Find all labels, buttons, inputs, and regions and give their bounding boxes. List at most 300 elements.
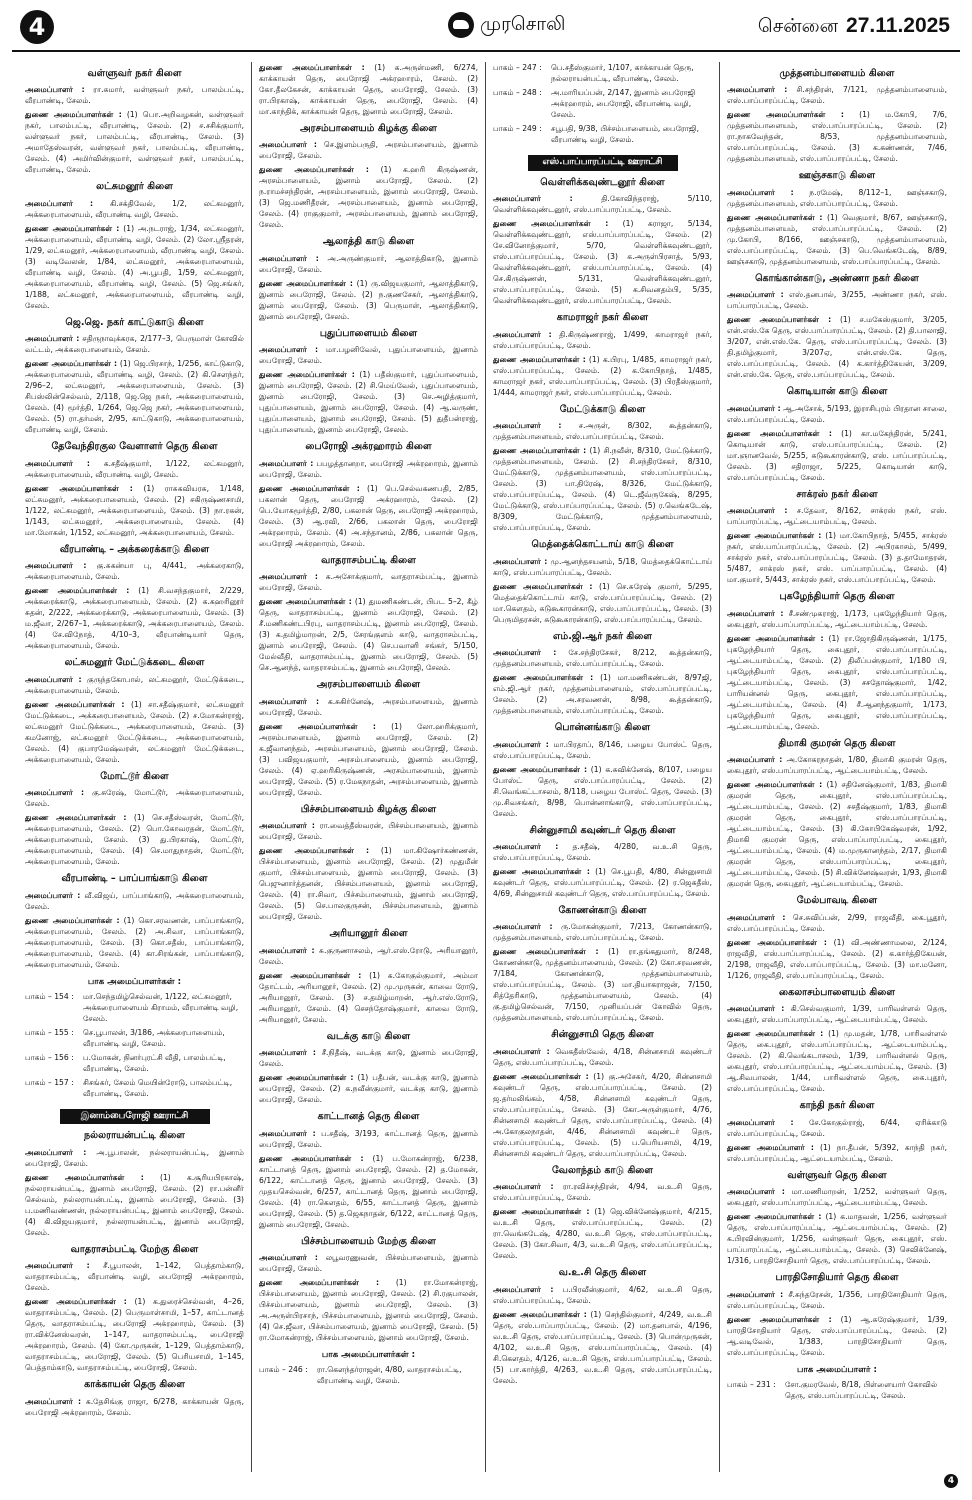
appointment-entry	[493, 841, 712, 863]
booth-label: பாகம் – 157 :	[25, 1077, 74, 1087]
entry-text: (1) செந்தில்குமார், 4/249, வ.உ.சி தெரு, எஸ்.பாப்பாரப்பட்டி, சேலம். (2) மா.தனபால், 4/196, வ.உ.சி தெரு, எஸ்.பாப்பாரப்பட்டி, சேலம். (3) பொன்முருகன், 4/102, வ.உ.சி தெரு, எஸ்.பாப்பாரப்பட்டி, சேலம். (4) சி.கௌதம், 4/126, வ.உ.சி தெரு, எஸ்.பாப்பாரப்பட்டி, சேலம். (5) பா.கார்த்தி, 4/263, வ.உ.சி தெரு, எஸ்.பாப்பாரப்பட்டி, சேலம்.	[493, 1309, 712, 1385]
branch-title: அரசம்பாளையம் கிழக்கு கிளை	[300, 123, 437, 134]
role-label: துணை அமைப்பாளர்கள் :	[259, 483, 360, 493]
appointment-entry	[25, 1296, 244, 1373]
role-label: துணை அமைப்பாளர்கள் :	[493, 1071, 589, 1081]
appointment-entry	[727, 1003, 947, 1025]
role-label: அமைப்பாளர் :	[259, 1253, 318, 1263]
subsection-heading: பாக அமைப்பாளர்கள் :	[87, 976, 182, 987]
booth-detail: அ.மாரியப்பன், 2/147, இனாம் பைரோஜி அக்ரஹாரம், பைரோஜி, வீரபாண்டி வழி, சேலம்.	[551, 88, 696, 119]
branch-title: காந்தி நகர் கிளை	[799, 1100, 875, 1112]
entry-text: (1) க.பிரபு, 1/485, காமராஜர் நகர், எஸ்.பாப்பாரப்பட்டி, சேலம். (2) க.கோபிநாத், 1/485, காமராஜர் நகர், எஸ்.பாப்பாரப்பட்டி, சேலம். (3) பிரதீஸ்குமார், 1/444, காமராஜர் நகர், எஸ்.பாப்பாரப்பட்டி, சேலம்.	[493, 354, 712, 397]
entry-text: த.சதீஷ், 4/280, வ.உ.சி தெரு, எஸ்.பாப்பாரப்பட்டி, சேலம்.	[493, 841, 712, 862]
footer-page-number: 4	[944, 1474, 958, 1488]
entry-text: (1) பெ.செல்வகணபதி, 2/85, பகலான் தெரு, பைரோஜி அக்ரஹாரம், சேலம். (2) பெ.யோகமூர்த்தி, 2/80, பகலான் தெரு, பைரோஜி அக்ரஹாரம், சேலம். (3) ஆ.ரவி, 2/66, பகலான் தெரு, பைரோஜி அக்ரஹாரம், சேலம். (4) அ.சந்தானம், 2/86, பகலான் தெரு, பைரோஜி அக்ரஹாரம், சேலம்.	[259, 483, 479, 548]
role-label: அமைப்பாளர் :	[727, 1187, 785, 1197]
appointment-entry	[493, 672, 712, 716]
appointment-entry	[727, 633, 947, 732]
branch-title: காமராஜர் நகர் கிளை	[556, 312, 649, 324]
entry-text: (1) க.ஹரி கிருஷ்ணன், அரசம்பாளையம், இனாம் பைரோஜி, சேலம். (2) ந.ராமச்சந்திரன், அரசம்பாளையம், இனாம் பைரோஜி, சேலம். (3) ஜெ.மணிதீரன், அரசம்பாளையம், இனாம் பைரோஜி, சேலம். (4) ராகுகுமார், அரசம்பாளையம், இனாம் பைரோஜி, சேலம்.	[259, 165, 478, 230]
role-label: அமைப்பாளர் :	[259, 140, 317, 150]
entry-text: (1) பதீபன், வடக்கு காடு, இனாம் பைரோஜி, சேலம். (2) க.நவீன்குமார், வடக்கு காடு, இனாம் பைரோஜி, சேலம்.	[259, 1073, 478, 1105]
booth-label: பாகம் – 154 :	[25, 991, 74, 1001]
dateline	[758, 14, 950, 40]
branch-title: கைலாசம்பாளையம் கிளை	[779, 986, 895, 998]
entry-text: லபூவரணுவன், பிச்சம்பாளையம், இனாம் பைரோஜி, சேலம்.	[259, 1253, 478, 1274]
role-label: துணை அமைப்பாளர்கள் :	[493, 1207, 590, 1217]
appointment-entry	[727, 1289, 947, 1311]
appointment-entry	[25, 1147, 244, 1169]
booth-entry	[493, 62, 712, 84]
appointment-entry	[493, 1046, 712, 1068]
appointment-entry	[727, 754, 947, 776]
role-label: அமைப்பாளர் :	[493, 421, 562, 431]
entry-text: சீ.பூபாலன், 1–142, பெத்தாம்காடு, வாதராசம்பட்டி, வீரபாண்டி வழி, பைரோஜி அக்ரஹாரம், சேலம்.	[25, 1261, 244, 1293]
entry-text: க.அசோக்குமார், வாதராசம்பட்டி, இனாம் பைரோஜி, சேலம்.	[259, 572, 478, 593]
entry-text: (1) மா.மணிகண்டன், 8/97ஜி, எம்.ஜி.ஆர் நகர், முத்தனம்பாளையம், எஸ்.பாப்பாரப்பட்டி, சேலம். (2) அ.சரவணன், 8/98, கூத்தன்காடு, முத்தனம்பாளையம், எஸ்.பாப்பாரப்பட்டி, சேலம்.	[493, 673, 712, 716]
elephant-logo-icon	[448, 12, 474, 38]
appointment-entry	[493, 581, 712, 625]
role-label: துணை அமைப்பாளர்கள் :	[259, 63, 365, 72]
role-label: துணை அமைப்பாளர்கள் :	[259, 846, 370, 856]
entry-text: அ.அருண்குமார், ஆலாத்திகாடு, இனாம் பைரோஜி, சேலம்.	[259, 253, 478, 274]
booth-detail: சிசங்கர், சேலம் மெயின்ரோடு, பாலம்பட்டி, வீரபாண்டி, சேலம்.	[83, 1077, 233, 1098]
role-label: அமைப்பாளர் :	[259, 572, 318, 582]
entry-text: மா.பிரதாப், 8/146, பழைய போஸ்ட் தெரு, எஸ்.பாப்பாரப்பட்டி, சேலம்.	[493, 739, 712, 760]
branch-title: காட்டானத் தெரு கிளை	[317, 1111, 420, 1123]
appointment-entry	[259, 845, 478, 922]
appointment-entry	[259, 62, 478, 117]
appointment-entry	[493, 866, 712, 899]
entry-text: (1) க.அருள்மணி, 6/274, காக்காயன் தெரு, பைரோஜி அக்ரஹாரம், சேலம். (2) கோ.தீலகேசன், காக்காயன் தெரு, பைரோஜி, சேலம். (3) ரா.பிரகாஷ், காக்காயன் தெரு, பைரோஜி, சேலம். (4) மா.காந்திக், காக்காயன் தெரு, இனாம் பைரோஜி, சேலம்.	[259, 63, 478, 116]
appointment-entry	[259, 369, 478, 435]
role-label: அமைப்பாளர் :	[259, 345, 319, 355]
branch-title: சாக்ரஸ் நகர் கிளை	[796, 488, 878, 500]
appointment-entry	[727, 1211, 947, 1266]
entry-text: (1) கு.அசேகர், 4/20, சின்னசாமி கவுண்டர் தெரு, எஸ்.பாப்பாரப்பட்டி, சேலம். (2) ஜ.தர்மலிங்கம், 4/58, சின்னசாமி கவுண்டர் தெரு, எஸ்.பாப்பாரப்பட்டி, சேலம். (3) கோ.அருள்குமார், 4/76, சின்னசாமி கவுண்டர் தெரு, எஸ்.பாப்பாரப்பட்டி, சேலம். (4) அ.கோகுலநாதன், 4/46, சின்னசாமி கவுண்டர் தெரு, எஸ்.பாப்பாரப்பட்டி, சேலம். (5) ப.பெரியசாமி, 4/19, சின்னசாமி கவுண்டர் தெரு, எஸ்.பாப்பாரப்பட்டி, சேலம்.	[493, 1071, 713, 1158]
entry-text: ந.ரமேஷ், 8/112–1, ஊஞ்சகாடு, முத்தனம்பாளையம், எஸ்.பாப்பாரப்பட்டி, சேலம்.	[727, 187, 947, 208]
entry-text: தி.கோவிந்தராஜ், 5/110, வெள்ளிக்கவுண்டனூர், எஸ்.பாப்பாரப்பட்டி, சேலம்.	[493, 194, 712, 215]
appointment-entry	[727, 109, 947, 164]
appointment-entry	[259, 483, 478, 549]
branch-title: கொடியான் காடு கிளை	[786, 386, 888, 398]
entry-text: செ.இளம்பருதி, அரசம்பாளையம், இனாம் பைரோஜி, சேலம்.	[259, 140, 478, 161]
role-label: அமைப்பாளர் :	[727, 912, 786, 922]
appointment-entry	[25, 890, 244, 912]
role-label: அமைப்பாளர் :	[493, 1046, 550, 1056]
column-3	[486, 62, 720, 1472]
appointment-entry	[25, 109, 244, 175]
role-label: துணை அமைப்பாளர்கள் :	[493, 219, 609, 229]
branch-title: காக்காயன் தெரு கிளை	[84, 1379, 185, 1391]
role-label: துணை அமைப்பாளர்கள் :	[727, 110, 844, 120]
appointment-entry	[25, 699, 244, 765]
booth-entry	[493, 123, 712, 145]
appointment-entry	[493, 946, 712, 1023]
role-label: துணை அமைப்பாளர்கள் :	[727, 1212, 822, 1222]
booth-detail: செ.பூபாலன், 3/186, அக்கரைபாளையம், வீரபாண்டி வழி, சேலம்.	[83, 1027, 225, 1048]
appointment-entry	[259, 139, 478, 161]
appointment-entry	[259, 458, 478, 480]
branch-title: கொங்கான்காடு, அண்ணா நகர் கிளை	[755, 272, 919, 284]
role-label: அமைப்பாளர் :	[727, 1117, 794, 1127]
entry-text: (1) கராஜா, 5/134, வெள்ளிக்கவுண்டனூர், எஸ்.பாப்பாரப்பட்டி, சேலம். (2) சே.வினோத்குமார், 5/70, வெள்ளிக்கவுண்டனூர், எஸ்.பாப்பாரப்பட்டி, சேலம். (3) க.அருள்பிரசாத், 5/93, வெள்ளிக்கவுண்டனூர், எஸ்.பாப்பாரப்பட்டி, சேலம். (4) செ.கிருஷ்ணன், 5/131, வெள்ளிக்கவுண்டனூர், எஸ்.பாப்பாரப்பட்டி, சேலம். (5) க.சிவனதம்பி, 5/35, வெள்ளிக்கவுண்டனூர், எஸ்.பாப்பாரப்பட்டி, சேலம்.	[493, 219, 713, 306]
entry-text: ச.தேவா, 8/162, சாக்ரஸ் நகர், எஸ். பாப்பாரப்பட்டி, ஆட்டையாம்பட்டி, சேலம்.	[727, 506, 947, 527]
branch-title: லட்சுமனூர் கிளை	[96, 181, 173, 193]
booth-label: பாகம் – 231 :	[727, 1379, 776, 1389]
appointment-entry	[727, 505, 947, 527]
entry-text: (1) செ.சுரேஷ் குமார், 5/295, மெத்தைக்கொட்டாய் காடு, எஸ்.பாப்பாரப்பட்டி, சேலம். (2) மா.கௌதம், சுடுகூகாரன்காடு, எஸ்.பாப்பாரப்பட்டி, சேலம். (3) பெருமிதரசன், சுடுகூகாரன்காடு, எஸ்.பாப்பாரப்பட்டி, சேலம்.	[493, 581, 713, 624]
entry-text: வீ.விஜய், பாப்பாங்காடு, அக்கரைபாளையம், சேலம்.	[25, 890, 244, 911]
masthead	[12, 8, 960, 52]
entry-text: (1) ரா.ஜோதிகிருஷ்ணன், 1/175, புகழேந்தியார் தெரு, கைபுதூர், எஸ்.பாப்பாரப்பட்டி, ஆட்டையாம்பட்டி, சேலம். (2) திலீப்பன்குமார், 1/180 பி, புகழேந்தியார் தெரு, கைபுதூர், எஸ்.பாப்பாரப்பட்டி, ஆட்டையாம்பட்டி, சேலம். (3) சசதோஷ்குமார், 1/42, பாரியன்னல் தெரு, கைபுதூர், எஸ்.பாப்பாரப்பட்டி, ஆட்டையாம்பட்டி, சேலம். (4) சீ.ஆனந்தகுமார், 1/173, புகழேந்தியார் தெரு, கைபுதூர், எஸ்.பாப்பாரப்பட்டி, ஆட்டையாம்பட்டி, சேலம்.	[727, 633, 948, 731]
entry-text: கி.சக்திவேல், 1/2, லட்சுமனூர், அக்கரைபாளையம், வீரபாண்டி வழி, சேலம்.	[25, 198, 244, 219]
branch-title: முத்தனம்பாளையம் கிளை	[779, 68, 895, 79]
appointment-entry	[493, 1309, 712, 1386]
role-label: அமைப்பாளர் :	[25, 334, 80, 344]
appointment-entry	[493, 921, 712, 943]
appointment-entry	[493, 739, 712, 761]
role-label: துணை அமைப்பாளர்கள் :	[25, 359, 118, 369]
entry-text: (1) கா.மகேந்திரன், 5/241, கொடியான் காடு, எஸ்.பாப்பாரப்பட்டி, சேலம். (2) மா.ஞானவேல், 5/255, சுடுகூகாரன்காடு, எஸ். பாப்பாரப்பட்டி, சேலம். (3) சதிராஜா, 5/225, கொடியான் காடு, எஸ்.பாப்பாரப்பட்டி, சேலம்.	[727, 428, 947, 482]
appointment-entry	[25, 585, 244, 651]
paper-logo	[448, 12, 566, 38]
entry-text: (1) மு.மதன், 1/78, பாரிவள்ளல் தெரு, கை.புதூர், எஸ்.பாப்பாரப்பட்டி, ஆட்டையாம்பட்டி, சேலம். (2) கி.வெங்கடாசலம், 1/39, பாரிவள்ளல் தெரு, கைபுதூர், எஸ்.பாப்பாரப்பட்டி, ஆட்டையாம்பட்டி, சேலம். (3) ஆ.சிவபாலன், 1/44, பாரிவள்ளல் தெரு, கை.புதூர், எஸ்.பாப்பாரப்பட்டி, சேலம்.	[727, 1029, 948, 1094]
role-label: அமைப்பாளர் :	[259, 1048, 316, 1058]
entry-text: (1) க.சூரியபிரகாஷ், நல்லராயன்பட்டி, இனாம் பைரோஜி, சேலம். (2) ரா.பன்னீர் செல்வம், நல்லராயன்பட்டி, இனாம் பைரோஜி, சேலம். (3) ப.மணிவண்ணன், நல்லராயன்பட்டி, இனாம் பைரோஜி, சேலம். (4) கி.விஜயகுமார், நல்லராயன்பட்டி, இனாம் பைரோஜி, சேலம்.	[25, 1172, 245, 1237]
branch-title: கோணன்காடு கிளை	[558, 904, 647, 916]
appointment-entry	[259, 945, 478, 967]
dateline-city: சென்னை	[757, 15, 839, 37]
role-label: துணை அமைப்பாளர்கள் :	[727, 315, 832, 325]
role-label: துணை அமைப்பாளர்கள் :	[493, 764, 588, 774]
page-number-badge: 4	[20, 10, 54, 44]
role-label: அமைப்பாளர் :	[727, 403, 781, 413]
booth-entry	[25, 1077, 244, 1099]
entry-text: (1) ஜெ.விக்னேஷ்குமார், 4/215, வ.உ.சி தெரு, எஸ்.பாப்பாரப்பட்டி, சேலம். (2) ரா.வெங்கடேஷ், 4/280, வ.உ.சி தெரு, எஸ்.பாப்பாரப்பட்டி, சேலம். (3) கோ.சிவா, 4/3, வ.உ.சி தெரு, எஸ்.பாப்பாரப்பட்டி, சேலம்.	[493, 1207, 713, 1261]
entry-text: (1) சி.வசந்தகுமார், 2/229, அக்கரைக்காடு, அக்கரைபாளையம், சேலம். (2) க.கஹரினூர் சுதன், 2/222, அக்கரைக்காடு, அக்கரைபாளையம், சேலம். (3) ம.ஜீவா, 2/267–1, அக்கரைக்காடு, அக்கரைபாளையம், சேலம். (4) சே.விநோத், 4/10–3, வீரபாண்டியார் தெரு, அக்கரைபாளையம், சேலம்.	[25, 586, 244, 651]
appointment-entry	[25, 198, 244, 220]
appointment-entry	[727, 403, 947, 425]
entry-text: சதிருநாவுக்கரசு, 2/177–3, பெருமாள் கோவில் வட்டம், அக்கரைபாளையம், சேலம்.	[25, 334, 244, 355]
appointment-entry	[493, 1071, 712, 1159]
appointment-entry	[259, 721, 478, 798]
role-label: அமைப்பாளர் :	[493, 739, 549, 749]
appointment-entry	[727, 428, 947, 483]
appointment-entry	[25, 333, 244, 355]
branch-title: அரியானூர் கிளை	[329, 928, 408, 940]
appointment-entry	[727, 608, 947, 630]
entry-text: (1) க.சுவிக்னேஷ், 8/107, பழைய போஸ்ட் தெரு, எஸ்.பாப்பாரப்பட்டி, சேலம். (2) சி.வெங்கட்டாசலம், 8/118, பழைய போஸ்ட் தெரு, சேலம். (3) மு.சிவசங்கர், 8/98, பொன்னாங்காடு, எஸ்.பாப்பாரப்பட்டி, சேலம்.	[493, 764, 712, 818]
role-label: அமைப்பாளர் :	[25, 458, 90, 468]
role-label: அமைப்பாளர் :	[25, 1261, 90, 1271]
branch-title: மோட்டூர் கிளை	[100, 770, 169, 782]
role-label: துணை அமைப்பாளர்கள் :	[493, 947, 599, 957]
appointment-entry	[259, 253, 478, 275]
entry-text: சீ.சண்முகராஜ், 1/173, புகழேந்தியார் தெரு, கைபுதூர், எஸ்.பாப்பாரப்பட்டி, ஆட்டையாம்பட்டி, சேலம்.	[727, 608, 947, 629]
entry-text: (1) துமணிகண்டன், பிபட 5–2, கீழ் தெரு, வாதராசம்பட்டி, இனாம் பைரோஜி, சேலம். (2) சீ.மணிகண்டபிரபு, வாதராசம்பட்டி, இனாம் பைரோஜி, சேலம். (3) க.தமிழ்மாறன், 2/5, சேரங்குளம் காடு, வாதராசம்பட்டி, இனாம் பைரோஜி, சேலம். (4) செ.பவானி சங்கர், 5/150, மேல்வீதி, வாதராசம்பட்டி, இனாம் பைரோஜி, சேலம். (5) செ.ஆனந்த், வாதராசம்பட்டி, இனாம் பைரோஜி, சேலம்.	[259, 597, 478, 673]
role-label: துணை அமைப்பாளர்கள் :	[25, 915, 120, 925]
appointment-entry	[25, 483, 244, 538]
role-label: அமைப்பாளர் :	[25, 890, 81, 900]
branch-title: எம்.ஜி.ஆர் நகர் கிளை	[553, 630, 652, 642]
branch-title: வாதராசம்பட்டி கிளை	[321, 554, 416, 566]
appointment-entry	[727, 779, 947, 889]
appointment-entry	[259, 820, 478, 842]
appointment-entry	[25, 458, 244, 480]
entry-text: (1) சா.சதீஷ்குமார், லட்சுமனூர் மேட்டுக்கடை, அக்கரைபாளையம், சேலம். (2) ச.மோகன்ராஜ், லட்சுமனூர் மேட்டுக்கடை, அக்கரைபாளையம், சேலம். (3) கமனோஜ், லட்சுமனூர் மேட்டுக்கடை, அக்கரைபாளையம், சேலம். (4) குபாரமேஷ்வரன், லட்சுமனூர் மேட்டுக்கடை, அக்கரைபாளையம், சேலம்.	[25, 699, 244, 764]
role-label: துணை அமைப்பாளர்கள் :	[259, 370, 355, 380]
role-label: துணை அமைப்பாளர்கள் :	[259, 165, 369, 175]
booth-entry	[727, 1379, 947, 1401]
appointment-entry	[727, 84, 947, 106]
branch-title: பாரதிசோதியார் தெரு கிளை	[775, 1272, 899, 1284]
branch-title: வ.உ.சி தெரு கிளை	[558, 1267, 647, 1279]
entry-text: அ.பூபாலன், நல்லராயன்பட்டி, இனாம் பைரோஜி, சேலம்.	[25, 1147, 244, 1168]
entry-text: க.தேசிங்கு ராஜா, 6/278, காக்காயன் தெரு, பைரோஜி அக்ரஹாரம், சேலம்.	[25, 1396, 244, 1417]
role-label: துணை அமைப்பாளர்கள் :	[493, 1309, 587, 1319]
subsection-heading: பாக அமைப்பாளர்கள் :	[321, 1350, 416, 1361]
role-label: துணை அமைப்பாளர்கள் :	[259, 970, 362, 980]
branch-title: மேல்பாவடி கிளை	[796, 895, 878, 907]
appointment-entry	[493, 1284, 712, 1306]
booth-label: பாகம் – 156 :	[25, 1052, 74, 1062]
booth-label: பாகம் – 155 :	[25, 1027, 74, 1037]
branch-title: மேட்டுக்காடு கிளை	[559, 403, 646, 415]
column-1	[18, 62, 252, 1472]
entry-text: (1) வெகுமார், 8/67, ஊஞ்சகாடு, முத்தனம்பாளையம், எஸ்.பாப்பாரப்பட்டி, சேலம். (2) மு.கோபி, 8/166, ஊஞ்சகாடு, முத்தனம்பாளையம், எஸ்.பாப்பாரப்பட்டி, சேலம். (3) பெ.வெங்கடேஷ், 8/89, ஊஞ்சகாடு, முத்தனம்பாளையம், எஸ்.பாப்பாரப்பட்டி, சேலம்.	[727, 212, 947, 266]
appointment-entry	[493, 445, 712, 533]
appointment-entry	[727, 314, 947, 380]
appointment-entry	[727, 187, 947, 209]
booth-label: பாகம் – 248 :	[493, 88, 542, 97]
entry-text: சு.குருணாசலம், ஆர்.எஸ்.ரோடு, அரியானூர், சேலம்.	[259, 945, 478, 966]
branch-title: வெள்ளிக்கவுண்டனூர் கிளை	[540, 176, 665, 188]
appointment-entry	[493, 193, 712, 215]
appointment-entry	[259, 1153, 478, 1230]
entry-text: (1) க.மாதவன், 1/256, வள்ளுவர் தெரு, எஸ்.பாப்பாரப்பட்டி, ஆட்டையாம்பட்டி, சேலம். (2) க.பிரவின்குமார், 1/256, வள்ளுவர் தெரு, கைபுதூர், எஸ். பாப்பாரப்பட்டி, ஆட்டையாம்பட்டி, சேலம். (3) செவிக்னேஷ், 1/316, பாரதிசோதியார் தெரு, எஸ்.பாப்பாரப்பட்டி, சேலம்.	[727, 1212, 948, 1266]
appointment-entry	[727, 212, 947, 267]
appointment-entry	[727, 289, 947, 311]
entry-text: தி.கிருஷ்ணராஜ், 1/499, காமராஜர் நகர், எஸ்.பாப்பாரப்பட்டி, சேலம்.	[493, 329, 712, 350]
booth-detail: சபூபதி, 9/38, பிச்சம்பாளையம், பைரோஜி, வீரபாண்டி வழி, சேலம்.	[551, 124, 700, 144]
appointment-entry	[259, 1072, 478, 1105]
appointment-entry	[259, 596, 478, 673]
role-label: அமைப்பாளர் :	[259, 1128, 316, 1138]
appointment-entry	[259, 1128, 478, 1150]
entry-text: (1) ப.மோகன்ராஜ், 6/238, காட்டானத் தெரு, இனாம் பைரோஜி, சேலம். (2) த.மோகன், 6/122, காட்டானத் தெரு, இனாம் பைரோஜி, சேலம். (3) முதயசெல்வன், 6/257, காட்டானத் தெரு, இனாம் பைரோஜி, சேலம். (4) ரா.கௌதம், 6/55, காட்டானத் தெரு, இனாம் பைரோஜி, சேலம். (5) த.ஜெகநாதன், 6/122, காட்டானத் தெரு, இனாம் பைரோஜி, சேலம்.	[259, 1153, 478, 1229]
role-label: துணை அமைப்பாளர்கள் :	[25, 223, 120, 233]
role-label: துணை அமைப்பாளர்கள் :	[493, 866, 590, 876]
booth-entry	[25, 1027, 244, 1049]
entry-text: பபழத்தானறா, பைரோஜி அக்ரஹாரம், இனாம் பைரோஜி, சேலம்.	[259, 458, 478, 479]
role-label: அமைப்பாளர் :	[25, 1396, 81, 1406]
entry-text: (1) அ.நடராஜ், 1/34, லட்சுமனூர், அக்கரைபாளையம், வீரபாண்டி வழி, சேலம். (2) லோ.ஸ்ரீதரன், 1/29, லட்சுமனூர், அக்கரைபாளையம், வீரபாண்டி வழி, சேலம். (3) வடிவேலன், 1/84, லட்சுமனூர், அக்கரைபாளையம், வீரபாண்டி வழி, சேலம். (4) அ.பூபதி, 1/59, லட்சுமனூர், அக்கரைபாளையம், வீரபாண்டி வழி, சேலம். (5) ஜெ.சங்கர், 1/188, லட்சுமனூர், அக்கரைபாளையம், வீரபாண்டி வழி, சேலம்.	[25, 223, 245, 310]
entry-text: அ.கோகரநாதன், 1/80, திமாகி குமரன் தெரு, கைபுதூர், எஸ்.பாப்பாரப்பட்டி, ஆட்டையாம்பட்டி, சேலம்.	[727, 755, 947, 776]
entry-text: (1) க.துரைச்செல்வன், 4–26, வாதராசம்பட்டி, சேலம். (2) பெருமாள்சாமி, 1–57, காட்டானத் தெரு, வாதராசம்பட்டி, பைரோஜி அக்ரஹாரம், சேலம். (3) ரா.விக்னேஸ்வரன், 1–147, வாதராசம்பட்டி, பைரோஜி அக்ரஹாரம், சேலம். (4) கோ.முருகன், 1–129, பெத்தாம்காடு, வாதராசம்பட்டி, பைரோஜி, சேலம். (5) பெரியசாமி, 1–145, பெத்தாம்காடு, வாதராசம்பட்டி, பைரோஜி, சேலம்.	[25, 1297, 244, 1373]
branch-title: லட்சுமனூர் மேட்டுக்கடை கிளை	[64, 657, 205, 669]
role-label: அமைப்பாளர் :	[493, 556, 548, 566]
branch-title: சின்னுசாமி தெரு கிளை	[551, 1029, 654, 1041]
branch-title: ஜெ.ஜெ. நகர் காட்டுகாடு கிளை	[65, 316, 204, 328]
appointment-entry	[493, 556, 712, 578]
branch-title: பைரோஜி அக்ரஹாரம் கிளை	[305, 441, 432, 453]
role-label: துணை அமைப்பாளர்கள் :	[25, 1172, 144, 1182]
role-label: துணை அமைப்பாளர்கள் :	[493, 354, 586, 364]
entry-text: கு.சுரேஷ், மோட்டூர், அக்கரைபாளையம், சேலம்.	[25, 788, 244, 809]
role-label: அமைப்பாளர் :	[25, 85, 85, 95]
role-label: துணை அமைப்பாளர்கள் :	[727, 531, 822, 541]
appointment-entry	[25, 1172, 244, 1238]
role-label: துணை அமைப்பாளர்கள் :	[727, 937, 827, 947]
entry-text: ரா.ரவிச்சந்திரன், 4/94, வ.உ.சி தெரு, எஸ்.பாப்பாரப்பட்டி, சேலம்.	[493, 1182, 712, 1203]
appointment-entry	[727, 1117, 947, 1139]
entry-text: ப.சதீஷ், 3/193, காட்டானத் தெரு, இனாம் பைரோஜி, சேலம்.	[259, 1128, 478, 1149]
role-label: அமைப்பாளர் :	[493, 648, 557, 658]
entry-text: சே.கோகுல்ராஜ், 6/44, ஏரிக்காடு எஸ்.பாப்பாரப்பட்டி, சேலம்.	[727, 1117, 947, 1138]
role-label: அமைப்பாளர் :	[493, 194, 573, 204]
role-label: அமைப்பாளர் :	[727, 755, 783, 765]
entry-text: சி.சந்திரன், 7/121, முத்தனம்பாளையம், எஸ்.பாப்பாரப்பட்டி, சேலம்.	[727, 85, 947, 106]
role-label: அமைப்பாளர் :	[493, 1284, 554, 1294]
appointment-entry	[493, 647, 712, 669]
branch-title: நல்லராயன்பட்டி கிளை	[84, 1130, 185, 1142]
role-label: துணை அமைப்பாளர்கள் :	[493, 673, 594, 683]
booth-label: பாகம் – 246 :	[259, 1365, 308, 1375]
role-label: அமைப்பாளர் :	[259, 821, 315, 831]
role-label: துணை அமைப்பாளர்கள் :	[727, 428, 832, 438]
entry-text: (1) க.கோகுல்குமார், அம்மா தோட்டம், அரியானூர், சேலம். (2) மு.முருகன், காவை ரோடு, அரியானூர், சேலம். (3) ச.தமிழ்மாறன், ஆர்.எஸ்.ரோடு, அரியானூர், சேலம். (4) செசந்தோஷ்குமார், காவை ரோடு, அரியானூர், சேலம்.	[259, 970, 478, 1024]
appointment-entry	[25, 674, 244, 696]
dateline-date: 27.11.2025	[846, 14, 950, 37]
role-label: துணை அமைப்பாளர்கள் :	[259, 721, 376, 731]
appointment-entry	[25, 1396, 244, 1418]
entry-text: ரு.மோகன்குமார், 7/213, கோணன்காடு, முத்தனம்பாளையம், எஸ்.பாப்பாரப்பட்டி, சேலம்.	[493, 922, 712, 943]
entry-text: (1) ஆ.சுரேஷ்குமார், 1/39, பாரதிசோதியார் தெரு, எஸ்.பாப்பாரப்பட்டி, சேலம். (2) ஆ.வடிவேல், 1/383, பாரதிசோதியார் தெரு, எஸ்.பாப்பாரப்பட்டி, சேலம்.	[727, 1314, 947, 1357]
booth-entry	[259, 1364, 478, 1386]
role-label: துணை அமைப்பாளர்கள் :	[727, 633, 824, 643]
entry-text: செ.சுவிப்பன், 2/99, ராஜவீதி, கை.பூதூர், எஸ்.பாப்பாரப்பட்டி, சேலம்.	[727, 912, 947, 933]
appointment-entry	[493, 1206, 712, 1261]
entry-text: ரா.வைத்தீஸ்வரன், பிச்சம்பாளையம், இனாம் பைரோஜி, சேலம்.	[259, 821, 478, 842]
appointment-entry	[259, 1047, 478, 1069]
branch-title: அரசம்பாளையம் கிளை	[316, 679, 421, 691]
role-label: துணை அமைப்பாளர்கள் :	[259, 1153, 364, 1163]
section-heading: இனாம்பைரோஜி ஊராட்சி	[60, 1109, 210, 1125]
branch-title: பிச்சம்பாளையம் மேற்கு கிளை	[301, 1235, 436, 1247]
booth-label: பாகம் – 249 :	[493, 124, 542, 133]
entry-text: ப.பிரவீன்குமார், 4/62, வ.உ.சி தெரு, எஸ்.பாப்பாரப்பட்டி, சேலம்.	[493, 1284, 712, 1305]
appointment-entry	[259, 970, 478, 1025]
entry-text: சீ.நிதீஷ், வடக்கு காடு, இனாம் பைரோஜி, சேலம்.	[259, 1048, 478, 1069]
role-label: துணை அமைப்பாளர்கள் :	[493, 581, 593, 591]
paper-name: முரசொலி	[480, 12, 566, 35]
entry-text: எஸ்.தனபால், 3/255, அண்ணா நகர், எஸ். பாப்பாரப்பட்டி, சேலம்.	[727, 290, 947, 311]
role-label: துணை அமைப்பாளர்கள் :	[25, 483, 133, 493]
appointment-entry	[727, 937, 947, 981]
entry-text: சே.சந்திரசேகர், 8/212, கூத்தன்காடு, முத்தனம்பாளையம், எஸ்.பாப்பாரப்பட்டி, சேலம்.	[493, 648, 712, 669]
entry-text: ரா.சுமார், வள்ளுவர் நகர், பாலம்பட்டி, வீரபாண்டி, சேலம்.	[25, 85, 244, 106]
section-heading: எஸ்.பாப்பாரப்பட்டி ஊராட்சி	[528, 155, 678, 171]
appointment-entry	[259, 571, 478, 593]
branch-title: தேவேந்திரகுல வேளாளர் தெரு கிளை	[51, 441, 218, 453]
entry-text: (1) ரா.தங்கதுமார், 8/248, கோணன்காடு, முத்தனம்பாளையம், சேலம். (2) கோ.சரவணன், 7/184, கோணன்காடு, முத்தனம்பாளையம், எஸ்.பாப்பாரப்பட்டி, சேலம். (3) மா.தியாகராஜன், 7/150, சித்தேரிகாடு, முத்தனம்பாளையம், சேலம். (4) கு.தமிழ்செல்வன், 7/150, முனியப்பன் கோவில் தெரு, முத்தனம்பாளையம், எஸ்.பாப்பாரப்பட்டி, சேலம்.	[493, 947, 712, 1023]
subsection-heading: பாக அமைப்பாளர் :	[797, 1364, 877, 1375]
branch-title: திமாகி குமரன் தெரு கிளை	[778, 737, 896, 749]
appointment-entry	[493, 1181, 712, 1203]
entry-text: குருந்தகோபால், லட்சுமனூர், மேட்டுக்கடை, அக்கரைபாளையம், சேலம்.	[25, 674, 244, 695]
entry-text: (1) பொ.அறிவழகன், வள்ளுவர் நகர், பாலம்பட்டி, வீரபாண்டி, சேலம். (2) ச.சசிக்குமார், வள்ளுவர் நகர், பாலம்பட்டி, வீரபாண்டி, சேலம். (3) அமாதேஸ்வரன், வள்ளுவர் நகர், பாலம்பட்டி, வீரபாண்டி, சேலம். (4) அமிர்வின்குமார், வள்ளுவர் நகர், பாலம்பட்டி, வீரபாண்டி, சேலம்.	[25, 110, 245, 175]
entry-text: மு.ஆனந்தசயனம், 5/18, மெத்தைக்கொட்டாய் காடு, எஸ்.பாப்பாரப்பட்டி, சேலம்.	[493, 556, 712, 577]
appointment-entry	[727, 530, 947, 585]
role-label: துணை அமைப்பாளர்கள் :	[25, 699, 125, 709]
appointment-entry	[727, 1142, 947, 1164]
branch-title: வீரபாண்டி – அக்கரைக்காடு கிளை	[59, 543, 210, 555]
appointment-entry	[259, 164, 478, 230]
appointment-entry	[259, 344, 478, 366]
entry-text: (1) கொ.சரவணன், பாப்பாங்காடு, அக்கரைபாளையம், சேலம். (2) அ.சிவா, பாப்பாங்காடு, அக்கரைபாளையம், சேலம். (3) கொ.சதீஸ், பாப்பாங்காடு, அக்கரைபாளையம், சேலம். (4) கா.சிரங்கன், பாப்பாங்காடு, அக்கரைபாளையம், சேலம்.	[25, 915, 244, 969]
branch-title: வள்ளுவர் தெரு கிளை	[787, 1169, 887, 1181]
appointment-entry	[259, 1252, 478, 1274]
branch-title: ஆலாத்தி காடு கிளை	[322, 236, 415, 248]
entry-text: (1) செ.பூபதி, 4/80, சின்னுசாமி கவுண்டர் தெரு, எஸ்.பாப்பாரப்பட்டி, சேலம். (2) ர.ஜெகதீஸ், 4/69, சின்னுசாமி கவுண்டர் தெரு, எஸ்.பாப்பாரப்பட்டி, சேலம்.	[493, 866, 712, 898]
branch-title: வேலாந்தம் காடு கிளை	[551, 1164, 654, 1176]
appointment-entry	[25, 84, 244, 106]
role-label: அமைப்பாளர் :	[25, 198, 94, 208]
appointment-entry	[25, 812, 244, 867]
entry-text: ச.அருள், 8/302, கூத்தன்காடு, முத்தனம்பாளையம், எஸ்.பாப்பாரப்பட்டி, சேலம்.	[493, 421, 712, 442]
role-label: அமைப்பாளர் :	[727, 506, 788, 516]
role-label: அமைப்பாளர் :	[25, 788, 85, 798]
entry-text: வெகதீஸ்வேல், 4/18, சின்னசாமி கவுண்டர் தெரு, எஸ்.பாப்பாரப்பட்டி, சேலம்.	[493, 1046, 712, 1067]
entry-text: (1) ஜெ.பிரசாந், 1/256, காட்டுகாடு, அக்கரைபாளையம், வீரபாண்டி வழி, சேலம். (2) கி.சௌந்தர், 2/96–2, லட்சுமனூர், அக்கரைபாளையம், சேலம். (3) சிபஸ்லின்செல்வம், 2/118, ஜெ.ஜெ நகர், அக்கரைபாளையம், சேலம். (4) மூர்த்தி, 1/264, ஜெ.ஜெ நகர், அக்கரைபாளையம், சேலம். (5) ரா.தர்மன், 2/95, காட்டுகாடு, அக்கரைபாளையம், வீரபாண்டி வழி, சேலம்.	[25, 359, 245, 435]
branch-title: பொன்னங்காடு கிளை	[554, 722, 651, 734]
role-label: அமைப்பாளர் :	[493, 922, 553, 932]
appointment-entry	[727, 1028, 947, 1094]
role-label: அமைப்பாளர் :	[727, 608, 784, 618]
entry-text: க.சதீஷ்குமார், 1/122, லட்சுமனூர், அக்கரைபாளையம், வீரபாண்டி வழி, சேலம்.	[25, 458, 244, 479]
entry-text: (1) வி.அண்ணாமலை, 2/124, ராஜவீதி, எஸ்.பாப்பாரப்பட்டி, சேலம். (2) க.கார்த்திகேயன், 2/198, ராஜவீதி, எஸ்.பாப்பாரப்பட்டி, சேலம். (3) மா.மனோ, 1/126, ராஜவீதி, எஸ்.பாப்பாரப்பட்டி, சேலம்.	[727, 937, 947, 980]
role-label: அமைப்பாளர் :	[727, 290, 784, 300]
role-label: துணை அமைப்பாளர்கள் :	[727, 212, 823, 222]
booth-entry	[493, 87, 712, 120]
appointment-entry	[493, 218, 712, 306]
booth-entry	[25, 991, 244, 1024]
entry-text: மா.மணிமாறன், 1/252, வள்ளுவர் தெரு, கைபுதூர், எஸ்.பாப்பாரப்பட்டி, ஆட்டையாம்பட்டி, சேலம்.	[727, 1187, 947, 1208]
appointment-entry	[259, 278, 478, 322]
column-4	[720, 62, 954, 1472]
booth-detail: மா.செந்தமிழ்செல்வன், 1/122, லட்சுமனூர், அக்கரைபாளையம் கிராமம், வீரபாண்டி வழி, சேலம்.	[83, 991, 239, 1023]
role-label: துணை அமைப்பாளர் :	[727, 1142, 814, 1152]
role-label: துணை அமைப்பாளர்கள் :	[727, 780, 823, 790]
appointment-entry	[727, 1314, 947, 1358]
entry-text: (1) மா.கிஷோர்கண்ணன், பிச்சம்பாளையம், இனாம் பைரோஜி, சேலம். (2) முதுமீன் குமார், பிச்சம்பாளையம், இனாம் பைரோஜி, சேலம். (3) பெஜுனார்த்தனன், பிச்சம்பாளையம், இனாம் பைரோஜி, சேலம். (4) ரா.சிவா, பிச்சம்பாளையம், இனாம் பைரோஜி, சேலம். (5) செ.பாலகுருசன், பிச்சம்பாளையம், இனாம் பைரோஜி, சேலம்.	[259, 846, 478, 922]
role-label: அமைப்பாளர் :	[727, 1289, 784, 1299]
branch-title: மெத்தைக்கொட்டாய் காடு கிளை	[531, 539, 674, 551]
entry-text: கி.செல்வகுமார், 1/39, பாரிவள்ளல் தெரு, கைபுதூர், எஸ்.பாப்பாரப்பட்டி, ஆட்டையாம்பட்டி, சேலம்.	[727, 1004, 947, 1025]
role-label: அமைப்பாளர் :	[493, 1182, 554, 1192]
role-label: அமைப்பாளர் :	[25, 1147, 87, 1157]
role-label: துணை அமைப்பாளர்கள் :	[727, 1314, 832, 1324]
role-label: அமைப்பாளர் :	[727, 1004, 785, 1014]
appointment-entry	[25, 915, 244, 970]
role-label: துணை அமைப்பாளர்கள் :	[727, 1029, 824, 1039]
booth-detail: சோ.குமரவேல், 8/18, பிள்ளையார் கோவில் தெரு, எஸ்.பாப்பாரப்பட்டி, சேலம்.	[785, 1379, 938, 1400]
role-label: துணை அமைப்பாளர்கள் :	[25, 586, 130, 596]
appointment-entry	[493, 420, 712, 442]
role-label: துணை அமைப்பாளர்கள் :	[25, 813, 127, 823]
role-label: அமைப்பாளர் :	[259, 253, 319, 263]
